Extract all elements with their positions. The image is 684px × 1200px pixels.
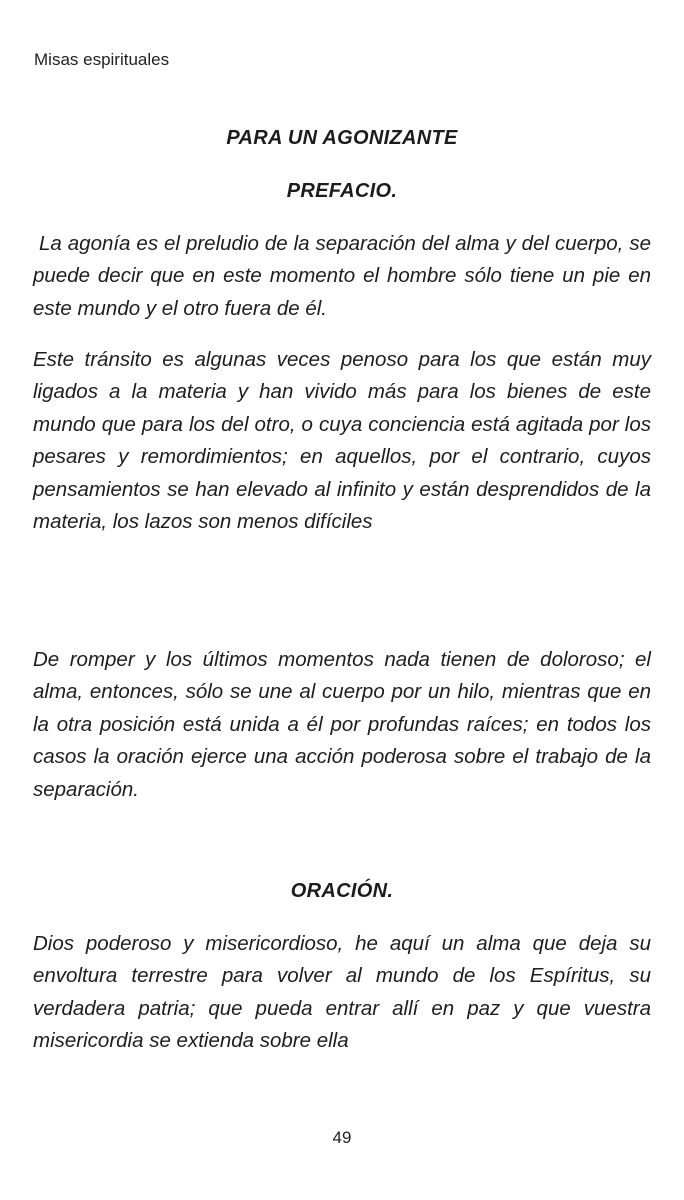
preface-heading: PREFACIO. xyxy=(286,180,398,202)
prayer-heading: ORACIÓN. xyxy=(290,880,394,902)
running-header: Misas espirituales xyxy=(34,50,170,69)
paragraph-3: De romper y los últimos momentos nada tienen de doloroso; el alma, entonces, sólo se une al cuerpo por un hilo, mientras que en la otra posición está unida a él por profundas raíces; en todos los casos la oración ejerce una acción poderosa sobre el trabajo de la separación. xyxy=(33,648,651,801)
paragraph-2: Este tránsito es algunas veces penoso para los que están muy ligados a la materia y han vivido más para los bienes de este mundo que para los del otro, o cuya conciencia está agitada por los pesares y remordimientos; en aquellos, por el contrario, cuyos pensamientos se han elevado al infinito y están desprendidos de la materia, los lazos son menos difíciles xyxy=(33,348,651,534)
paragraph-1: La agonía es el preludio de la separación del alma y del cuerpo, se puede decir que en este momento el hombre sólo tiene un pie en este mundo y el otro fuera de él. xyxy=(33,232,651,320)
section-title: PARA UN AGONIZANTE xyxy=(226,127,458,149)
page-number: 49 xyxy=(332,1128,352,1147)
prayer-text: Dios poderoso y misericordioso, he aquí un alma que deja su envoltura terrestre para volver al mundo de los Espíritus, su verdadera patria; que pueda entrar allí en paz y que vuestra misericordia se extienda sobre ella xyxy=(33,932,651,1053)
